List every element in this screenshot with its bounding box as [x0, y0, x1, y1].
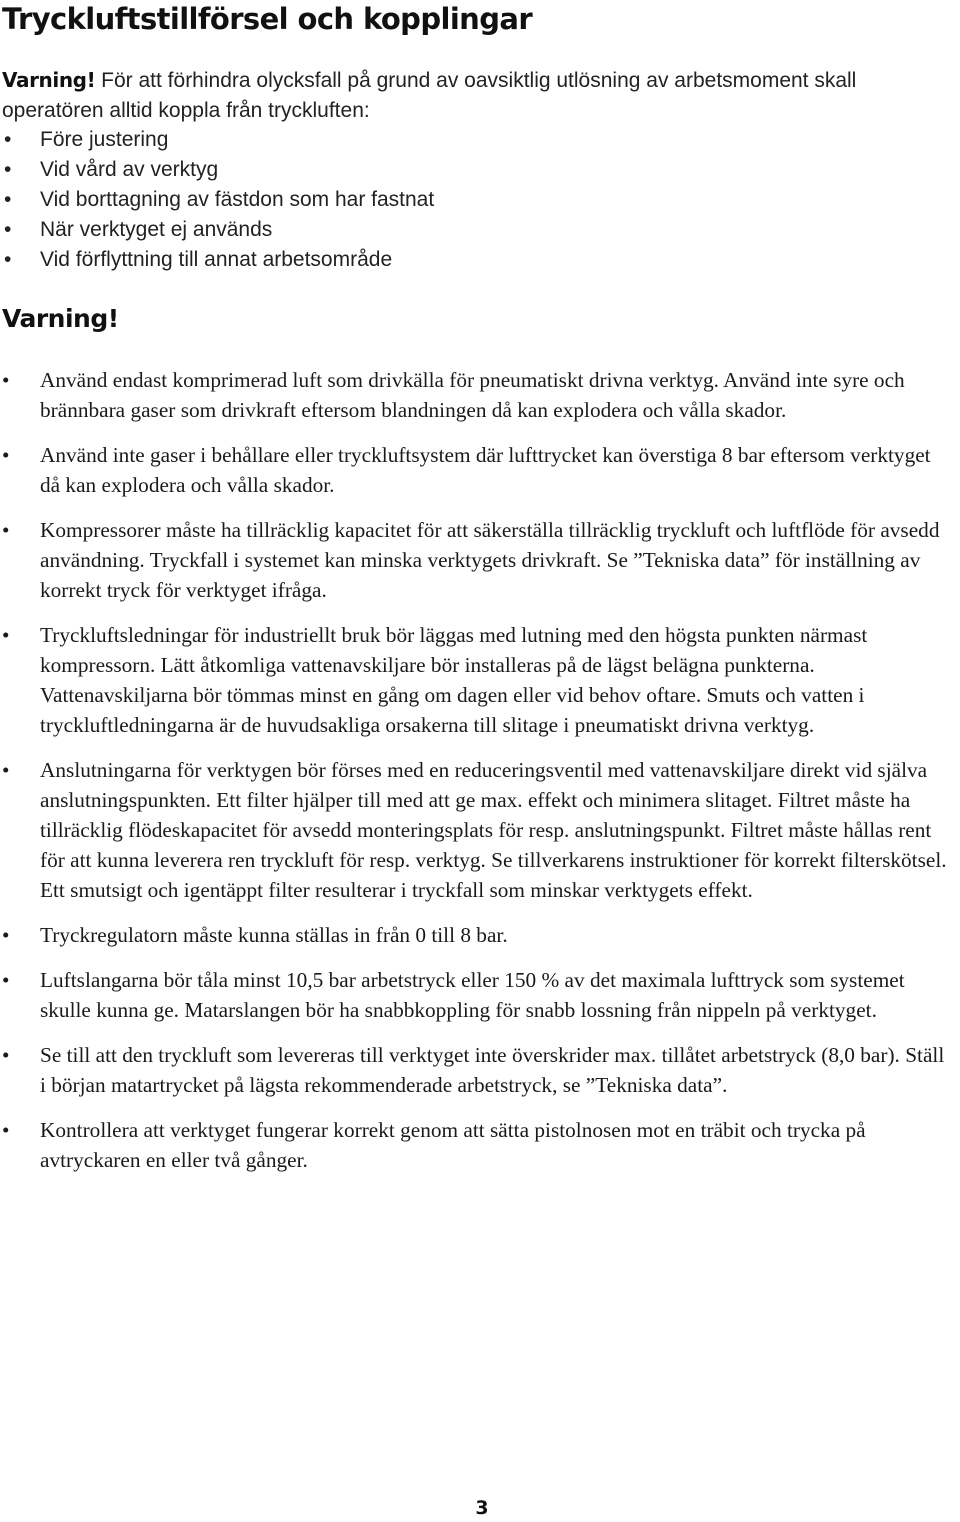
warning-heading: Varning! [2, 304, 119, 333]
warning-paragraph [2, 65, 952, 126]
air-supply-guidelines-list [2, 365, 952, 1190]
bullet-icon: • [2, 758, 10, 782]
disconnect-list [2, 125, 434, 275]
bullet-icon: • [2, 923, 10, 947]
list-item [2, 620, 952, 740]
list-item-text: Tryckregulatorn måste kunna ställas in från 0 till 8 bar. [40, 923, 508, 947]
bullet-icon: • [2, 368, 10, 392]
list-item [2, 965, 952, 1025]
warning-text: För att förhindra olycksfall på grund av oavsiktlig utlösning av arbetsmoment skall operatören alltid koppla från tryckluften: [2, 69, 857, 122]
list-item-text: Luftslangarna bör tåla minst 10,5 bar arbetstryck eller 150 % av det maximala lufttryck som systemet skulle kunna ge. Matarslangen bör ha snabbkoppling för snabb lossning från nippeln på verktyget. [40, 968, 905, 1022]
bullet-icon: • [4, 248, 12, 271]
bullet-icon: • [4, 218, 12, 241]
list-item-text: Använd endast komprimerad luft som drivkälla för pneumatiskt drivna verktyg. Använd inte syre och brännbara gaser som drivkraft eftersom blandningen då kan explodera och vålla skador. [40, 368, 905, 422]
bullet-icon: • [2, 518, 10, 542]
list-item-text: Se till att den tryckluft som levereras till verktyget inte överskrider max. tillåtet arbetstryck (8,0 bar). Ställ i början matartrycket på lägsta rekommenderade arbetstryck, se ”Tekniska data”. [40, 1043, 945, 1097]
list-item-text: Använd inte gaser i behållare eller tryckluftsystem där lufttrycket kan överstiga 8 bar eftersom verktyget då kan explodera och vålla skador. [40, 443, 931, 497]
list-item [2, 920, 952, 950]
list-item [2, 515, 952, 605]
bullet-icon: • [2, 968, 10, 992]
warning-label: Varning! [2, 68, 96, 92]
bullet-icon: • [4, 128, 12, 151]
list-item-text: När verktyget ej används [40, 218, 273, 241]
list-item [2, 125, 434, 155]
list-item [2, 185, 434, 215]
list-item-text: Före justering [40, 128, 169, 151]
bullet-icon: • [2, 1043, 10, 1067]
list-item-text: Vid vård av verktyg [40, 158, 219, 181]
list-item-text: Kompressorer måste ha tillräcklig kapacitet för att säkerställa tillräcklig tryckluft och luftflöde för avsedd användning. Tryckfall i systemet kan minska verktygets drivkraft. Se ”Tekniska data” för inställning av korrekt tryck för verktyget ifråga. [40, 518, 940, 602]
page-title: Tryckluftstillförsel och kopplingar [2, 2, 533, 36]
list-item-text: Vid borttagning av fästdon som har fastnat [40, 188, 435, 211]
bullet-icon: • [4, 158, 12, 181]
list-item [2, 215, 434, 245]
list-item-text: Vid förflyttning till annat arbetsområde [40, 248, 393, 271]
list-item [2, 1040, 952, 1100]
list-item [2, 155, 434, 185]
bullet-icon: • [2, 623, 10, 647]
list-item [2, 755, 952, 905]
list-item-text: Kontrollera att verktyget fungerar korrekt genom att sätta pistolnosen mot en träbit och trycka på avtryckaren en eller två gånger. [40, 1118, 866, 1172]
bullet-icon: • [2, 1118, 10, 1142]
list-item-text: Tryckluftsledningar för industriellt bruk bör läggas med lutning med den högsta punkten närmast kompressorn. Lätt åtkomliga vattenavskiljare bör installeras på de lägst belägna punkterna. Vattenavskiljarna bör tömmas minst en gång om dagen eller vid behov oftare. Smuts och vatten i tryckluftledningarna är de huvudsakliga orsakerna till slitage i pneumatiskt drivna verktyg. [40, 623, 868, 737]
bullet-icon: • [4, 188, 12, 211]
page-number: 3 [475, 1497, 489, 1519]
bullet-icon: • [2, 443, 10, 467]
list-item [2, 245, 434, 275]
list-item [2, 440, 952, 500]
list-item [2, 365, 952, 425]
list-item [2, 1115, 952, 1175]
list-item-text: Anslutningarna för verktygen bör förses med en reduceringsventil med vattenavskiljare direkt vid själva anslutningspunkten. Ett filter hjälper till med att ge max. effekt och minimera slitaget. Filtret måste ha tillräcklig flödeskapacitet för avsedd monteringsplats för resp. anslutningspunkt. Filtret måste hållas rent för att kunna leverera ren tryckluft för resp. verktyg. Se tillverkarens instruktioner för korrekt filterskötsel. Ett smutsigt och igentäppt filter resulterar i tryckfall som minskar verktygets effekt. [40, 758, 947, 902]
